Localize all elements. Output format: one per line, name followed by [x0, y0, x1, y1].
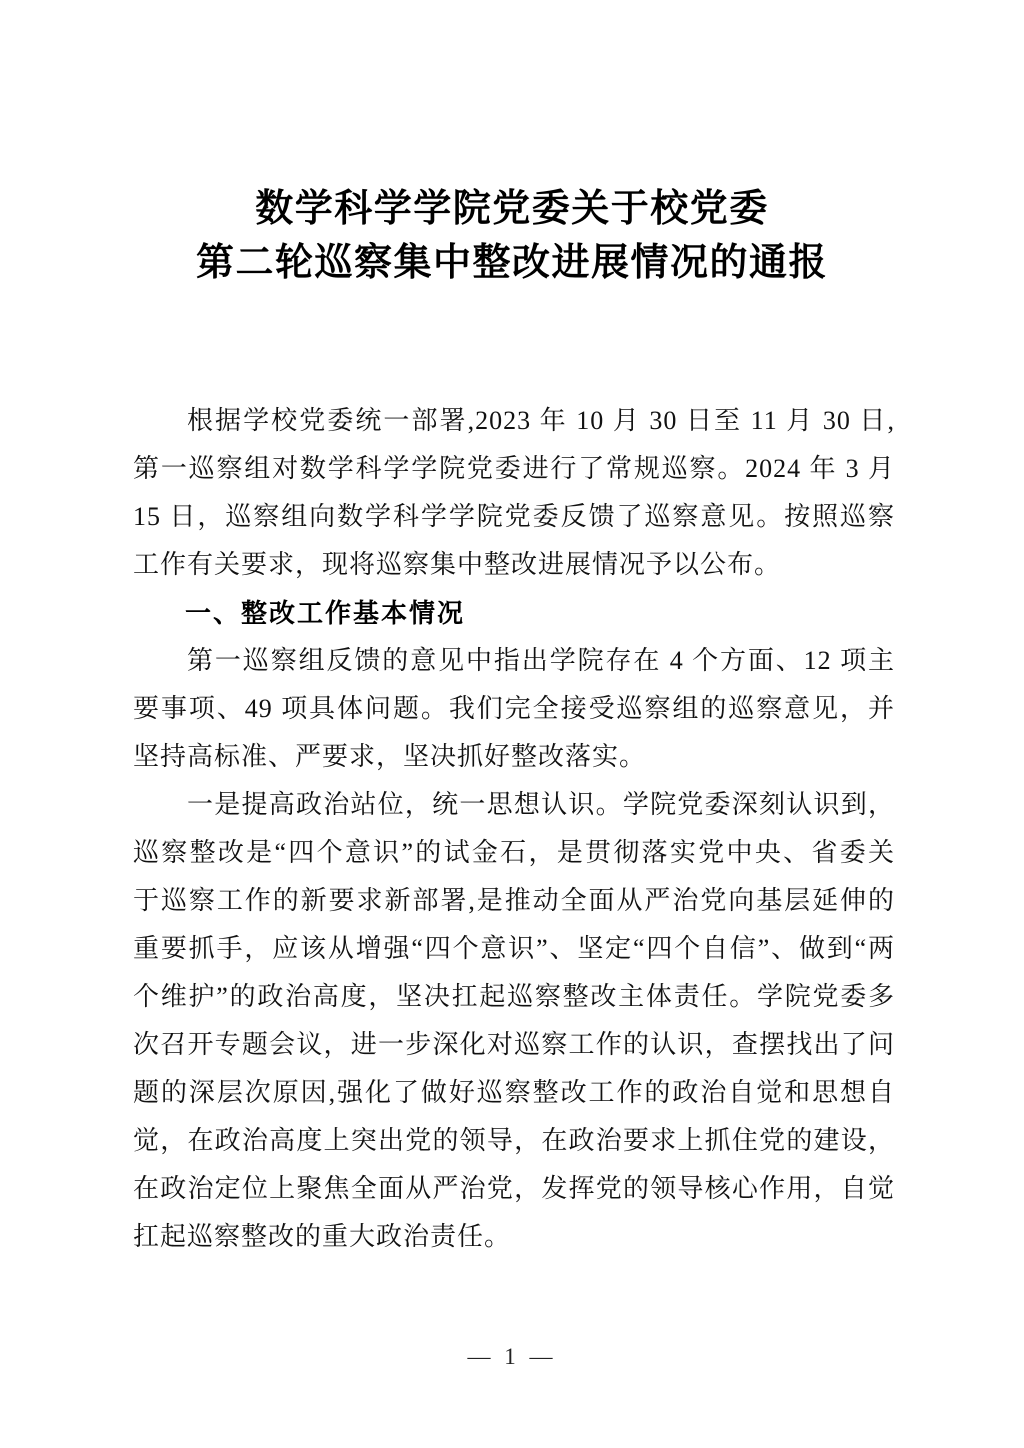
section-1-para-1-line: 要事项、49 项具体问题。我们完全接受巡察组的巡察意见，并 — [133, 694, 895, 723]
section-1-para-2-line: 一是提高政治站位，统一思想认识。学院党委深刻认识到， — [187, 790, 895, 819]
title-line-2: 第二轮巡察集中整改进展情况的通报 — [195, 242, 828, 284]
section-1-heading: 一、整改工作基本情况 — [185, 598, 466, 628]
intro-line: 15 日，巡察组向数学科学学院党委反馈了巡察意见。按照巡察 — [133, 502, 895, 531]
page-number: — 1 — — [467, 1344, 557, 1369]
document-body — [133, 397, 895, 1261]
section-1-para-1-line: 第一巡察组反馈的意见中指出学院存在 4 个方面、12 项主 — [187, 646, 895, 675]
section-1-para-2-line: 觉，在政治高度上突出党的领导，在政治要求上抓住党的建设， — [133, 1126, 895, 1155]
section-1-para-2-line: 题的深层次原因,强化了做好巡察整改工作的政治自觉和思想自 — [133, 1078, 895, 1107]
section-1-para-2-line: 重要抓手，应该从增强“四个意识”、坚定“四个自信”、做到“两 — [133, 934, 895, 963]
intro-line: 第一巡察组对数学科学学院党委进行了常规巡察。2024 年 3 月 — [133, 454, 895, 483]
title-line-1: 数学科学学院党委关于校党委 — [255, 188, 769, 230]
document-title — [0, 182, 1024, 290]
intro-line: 工作有关要求，现将巡察集中整改进展情况予以公布。 — [133, 550, 782, 579]
section-1-para-2-line: 于巡察工作的新要求新部署,是推动全面从严治党向基层延伸的 — [133, 886, 895, 915]
section-1-para-2-line: 巡察整改是“四个意识”的试金石，是贯彻落实党中央、省委关 — [133, 838, 895, 867]
section-1-para-2-line: 扛起巡察整改的重大政治责任。 — [133, 1222, 512, 1251]
section-1-para-2-line: 个维护”的政治高度，坚决扛起巡察整改主体责任。学院党委多 — [133, 982, 895, 1011]
section-1-para-1-line: 坚持高标准、严要求，坚决抓好整改落实。 — [133, 742, 647, 771]
section-1-para-2-line: 次召开专题会议，进一步深化对巡察工作的认识，查摆找出了问 — [133, 1030, 895, 1059]
intro-line: 根据学校党委统一部署,2023 年 10 月 30 日至 11 月 30 日, — [187, 406, 895, 435]
section-1-para-2-line: 在政治定位上聚焦全面从严治党，发挥党的领导核心作用，自觉 — [133, 1174, 895, 1203]
